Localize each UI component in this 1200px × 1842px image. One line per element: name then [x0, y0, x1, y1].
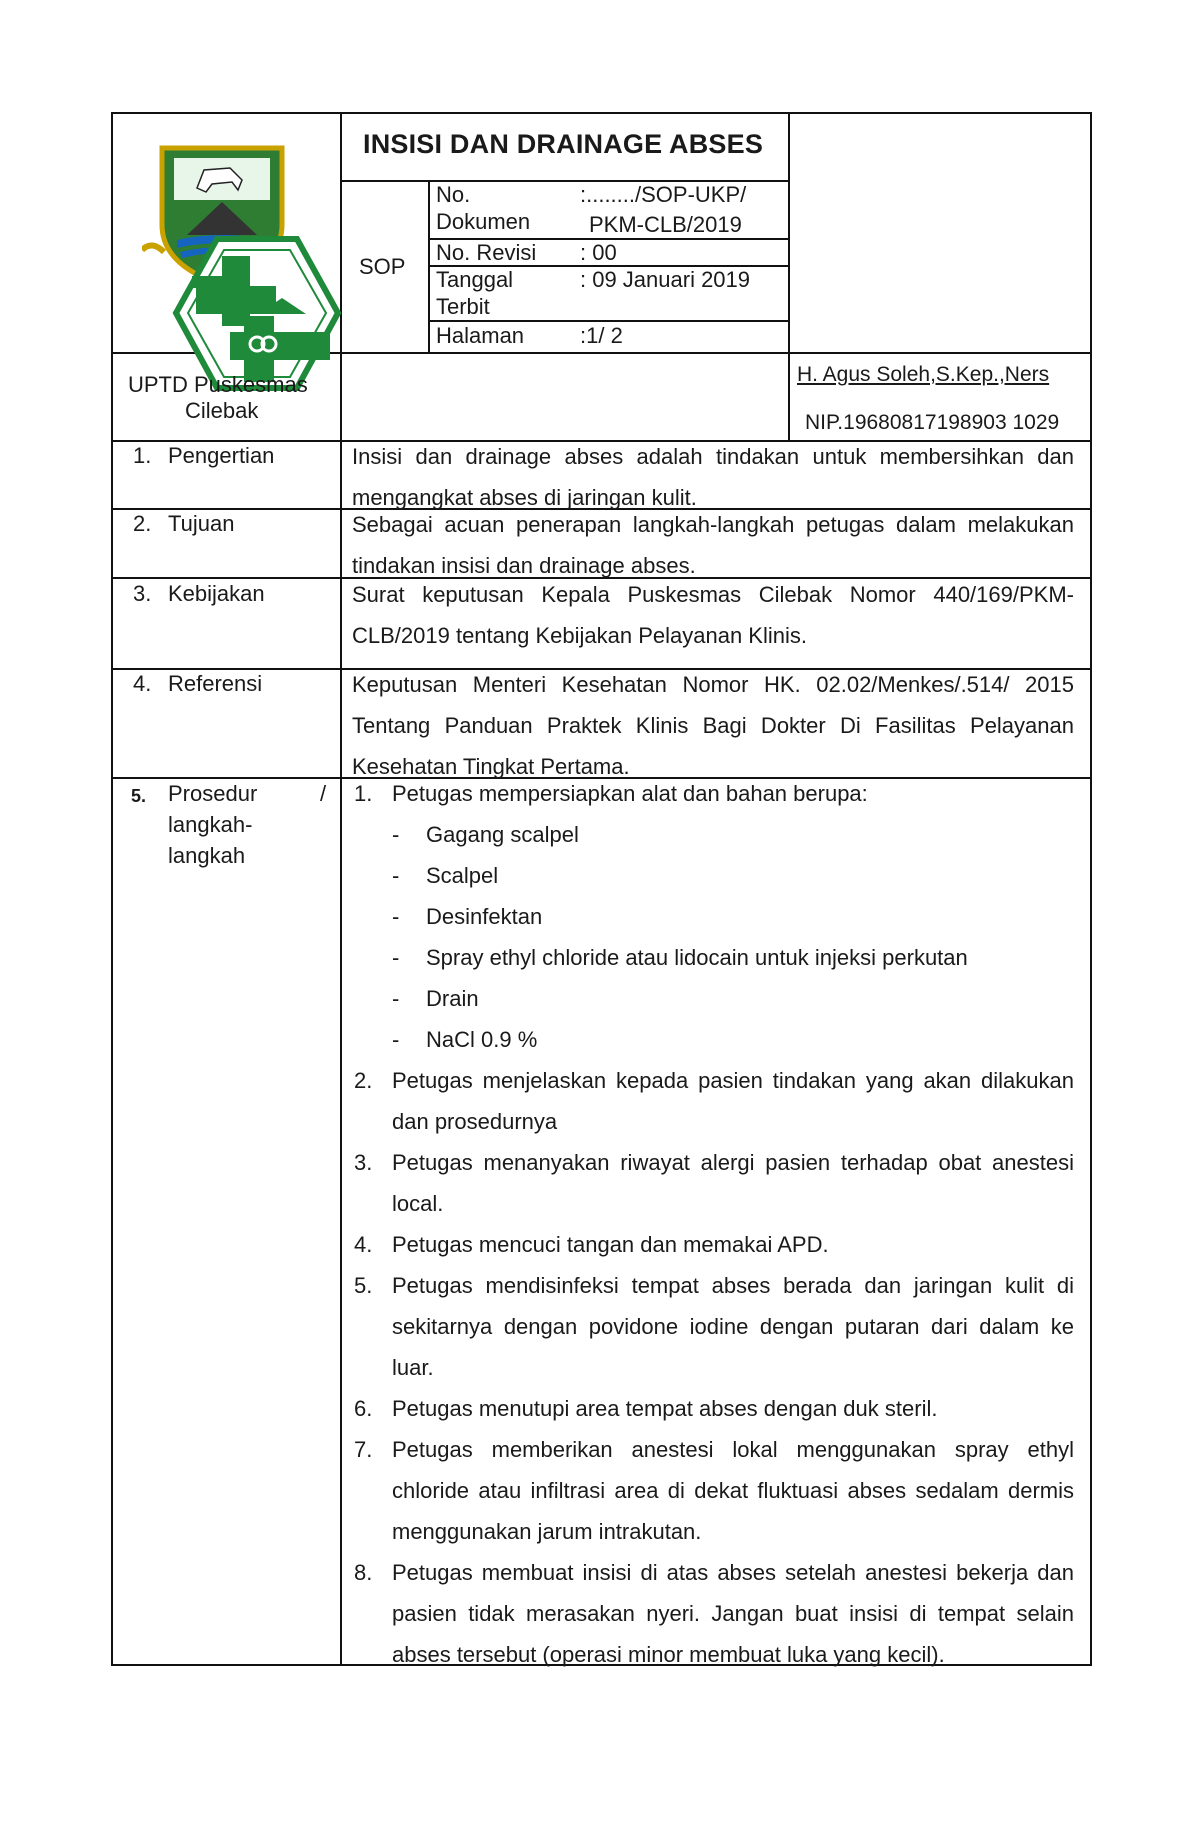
section-text: Sebagai acuan penerapan langkah-langkah petugas dalam melakukan tindakan insisi dan drainage abses.: [352, 512, 1074, 578]
org-name-line-2: Cilebak: [185, 398, 259, 423]
material-item: - Drain: [392, 978, 1074, 1019]
section-number: 4.: [133, 671, 152, 696]
field-doc-number-label: No.: [436, 182, 471, 207]
step-number: 5.: [354, 1273, 373, 1298]
procedure-number: 5.: [131, 786, 147, 806]
section-number: 1.: [133, 443, 152, 468]
step-text: Petugas mencuci tangan dan memakai APD.: [392, 1232, 829, 1257]
procedure-steps: [354, 773, 1074, 1675]
field-date-label: Tanggal: [436, 267, 514, 292]
document-title: INSISI DAN DRAINAGE ABSES: [363, 129, 764, 159]
section-number: 2.: [133, 511, 152, 536]
procedure-step: [354, 1429, 1074, 1552]
section-label: Pengertian: [168, 443, 275, 468]
material-item: - Desinfektan: [392, 896, 1074, 937]
hline-field-3: [428, 320, 790, 322]
border-top: [111, 112, 1092, 114]
step-text: Petugas membuat insisi di atas abses setelah anestesi bekerja dan pasien tidak merasakan nyeri. Jangan buat insisi di tempat selain abses tersebut (operasi minor membuat luka yang kecil).: [392, 1560, 1074, 1667]
step-text: Petugas memberikan anestesi lokal menggunakan spray ethyl chloride atau infiltrasi area di dekat fluktuasi abses sedalam dermis menggunakan jarum intrakutan.: [392, 1437, 1074, 1544]
procedure-label-3: langkah: [168, 843, 246, 868]
field-doc-number-label-2: Dokumen: [436, 209, 531, 234]
step-number: 1.: [354, 781, 373, 806]
step-number: 3.: [354, 1150, 373, 1175]
step-text: Petugas menutupi area tempat abses dengan duk steril.: [392, 1396, 938, 1421]
procedure-step: [354, 1142, 1074, 1224]
procedure-label-2: langkah-: [168, 812, 253, 837]
section-label: Referensi: [168, 671, 263, 696]
material-item: - Scalpel: [392, 855, 1074, 896]
field-doc-number-value: :......../SOP-UKP/: [580, 182, 747, 207]
section-text: Surat keputusan Kepala Puskesmas Cilebak Nomor 440/169/PKM-CLB/2019 tentang Kebijakan Pelayanan Klinis.: [352, 582, 1074, 648]
step-number: 8.: [354, 1560, 373, 1585]
materials-list: [392, 814, 1074, 1060]
section-label: Kebijakan: [168, 581, 265, 606]
step-text: Petugas menanyakan riwayat alergi pasien terhadap obat anestesi local.: [392, 1150, 1074, 1216]
field-revision-label: No. Revisi: [436, 240, 537, 265]
puskesmas-hexagon-logo: [172, 236, 342, 391]
material-item: - Gagang scalpel: [392, 814, 1074, 855]
field-revision-value: : 00: [580, 240, 617, 265]
col-divider-2: [788, 112, 790, 442]
step-text: Petugas mempersiapkan alat dan bahan berupa:: [392, 781, 868, 806]
procedure-step: [354, 773, 1074, 1060]
step-number: 2.: [354, 1068, 373, 1093]
step-number: 6.: [354, 1396, 373, 1421]
field-doc-number-value-2: PKM-CLB/2019: [589, 212, 742, 237]
section-number: 3.: [133, 581, 152, 606]
procedure-step: [354, 1552, 1074, 1675]
step-number: 4.: [354, 1232, 373, 1257]
field-date-label-2: Terbit: [436, 294, 490, 319]
step-text: Petugas menjelaskan kepada pasien tindakan yang akan dilakukan dan prosedurnya: [392, 1068, 1074, 1134]
material-item: - Spray ethyl chloride atau lidocain untuk injeksi perkutan: [392, 937, 1074, 978]
section-text: Insisi dan drainage abses adalah tindakan untuk membersihkan dan mengangkat abses di jaringan kulit.: [352, 444, 1074, 510]
signer-name: H. Agus Soleh,S.Kep.,Ners: [797, 363, 1050, 386]
procedure-label-1: Prosedur: [168, 781, 258, 806]
org-name-line-1: UPTD Puskesmas: [128, 372, 308, 397]
step-text: Petugas mendisinfeksi tempat abses berada dan jaringan kulit di sekitarnya dengan povidone iodine dengan putaran dari dalam ke luar.: [392, 1273, 1074, 1380]
field-page-label: Halaman: [436, 323, 525, 348]
field-date-value: : 09 Januari 2019: [580, 267, 751, 292]
sop-label: SOP: [359, 254, 406, 279]
procedure-step: [354, 1265, 1074, 1388]
border-right: [1090, 112, 1092, 1666]
section-text: Keputusan Menteri Kesehatan Nomor HK. 02.02/Menkes/.514/ 2015 Tentang Panduan Praktek Klinis Bagi Dokter Di Fasilitas Pelayanan Kesehatan Tingkat Pertama.: [352, 672, 1074, 779]
material-item: - NaCl 0.9 %: [392, 1019, 1074, 1060]
field-page-value: :1/ 2: [580, 323, 623, 348]
procedure-step: [354, 1224, 1074, 1265]
procedure-step: [354, 1060, 1074, 1142]
step-number: 7.: [354, 1437, 373, 1462]
section-label: Tujuan: [168, 511, 235, 536]
procedure-label-slash: /: [320, 781, 327, 806]
border-left: [111, 112, 113, 1666]
signer-nip: NIP.19680817198903 1029: [805, 411, 1060, 434]
procedure-step: [354, 1388, 1074, 1429]
